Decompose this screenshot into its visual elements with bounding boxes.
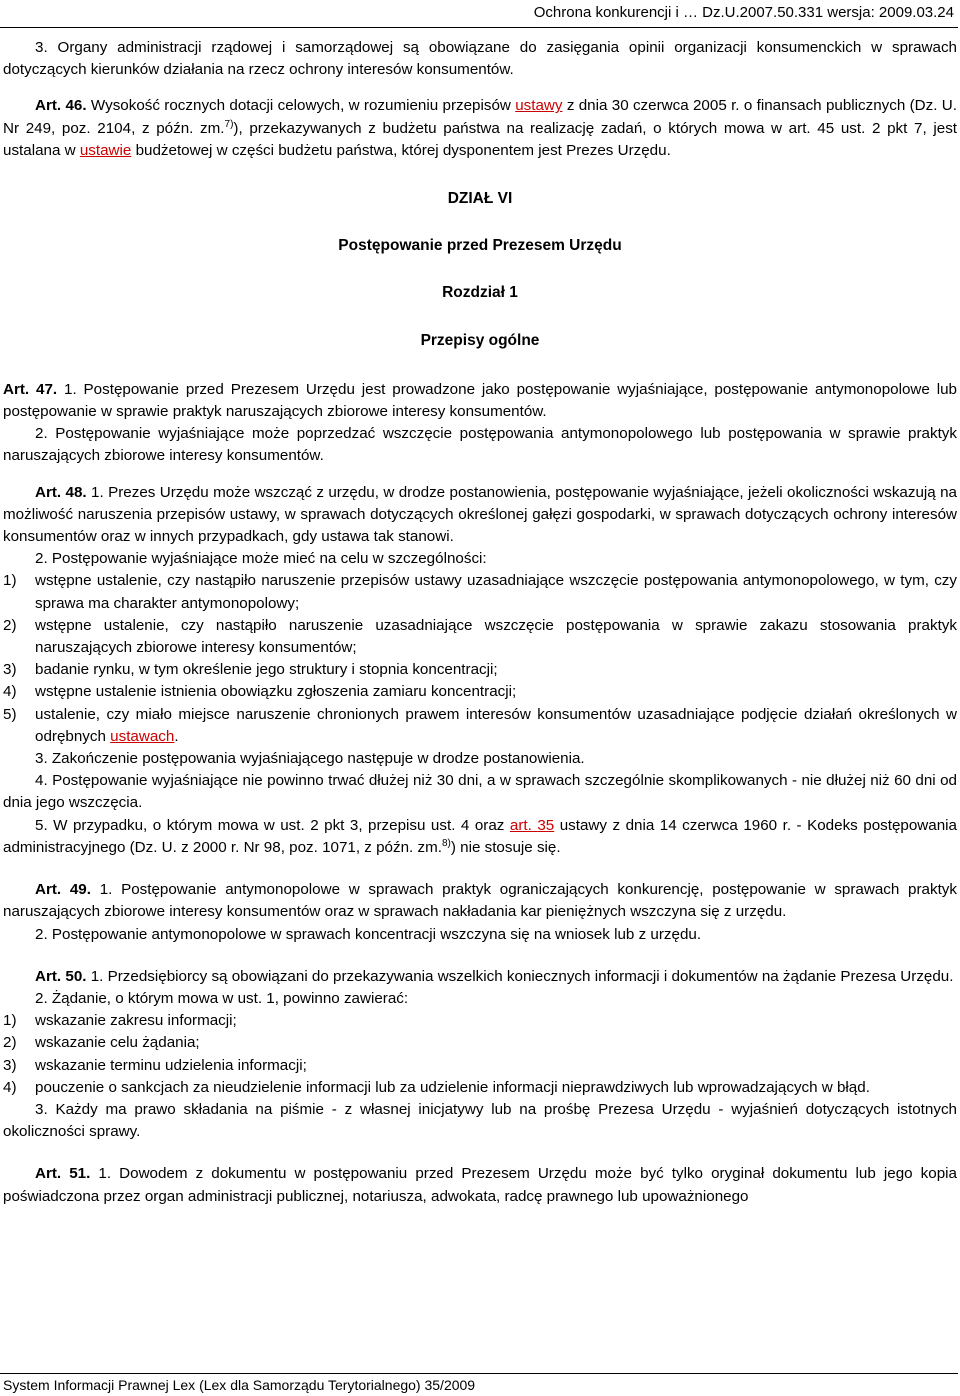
list-item-number: 2) (3, 1034, 17, 1052)
article-49-para-2: 2. Postępowanie antymonopolowe w sprawach koncentracji wszczyna się na wniosek lub z urzędu. (35, 925, 702, 943)
article-49-para-1: 1. Postępowanie antymonopolowe w sprawach praktyk ograniczających konkurencję, postępowanie w sprawach praktyk naruszających zbiorowe interesy konsumentów oraz w sprawach nakładania kar pieniężnych wszczyna się z urzędu. (3, 881, 957, 921)
list-item-text (35, 704, 957, 748)
list-item-5-text: ustalenie, czy miało miejsce naruszenie chronionych prawem interesów konsumentów uzasadniające podjęcie działań określonych w odrębnych (35, 705, 957, 745)
list-item-number: 4) (3, 683, 17, 701)
article-46-text-4: budżetowej w części budżetu państwa, której dysponentem jest Prezes Urzędu. (135, 141, 671, 159)
list-item-text: pouczenie o sankcjach za nieudzielenie informacji lub za udzielenie informacji nieprawdziwych lub wprowadzających w błąd. (35, 1078, 870, 1096)
article-50-para-3: 3. Każdy ma prawo składania na piśmie - z własnej inicjatywy lub na prośbę Prezesa Urzędu - wyjaśnień dotyczących istotnych okoliczności sprawy. (3, 1100, 957, 1141)
article-48-para-2: 2. Postępowanie wyjaśniające może mieć na celu w szczególności: (35, 550, 487, 568)
article-50-para-1: 1. Przedsiębiorcy są obowiązani do przekazywania wszelkich koniecznych informacji i dokumentów na żądanie Prezesa Urzędu. (90, 967, 954, 985)
list-item-text: wstępne ustalenie istnienia obowiązku zgłoszenia zamiaru koncentracji; (35, 683, 517, 701)
list-item-text: wskazanie zakresu informacji; (35, 1012, 237, 1030)
link-ustawie[interactable]: ustawie (79, 141, 132, 159)
article-48 (3, 482, 957, 549)
list-item-text: wstępne ustalenie, czy nastąpiło naruszenie uzasadniające wszczęcie postępowania w sprawie zakazu stosowania praktyk naruszających zbiorowe interesy konsumentów; (35, 616, 957, 657)
article-48-para-5-text-2: ustawy z dnia 14 czerwca 1960 r. - Kodeks postępowania administracyjnego (Dz. U. z 2000 r. Nr 98, poz. 1071, z późn. zm. (3, 816, 957, 856)
article-47-para-1: 1. Postępowanie przed Prezesem Urzędu jest prowadzone jako postępowanie wyjaśniające, postępowanie antymonopolowe lub postępowanie w sprawie praktyk naruszających zbiorowe interesy konsumentów. (3, 380, 957, 421)
chapter-title: Przepisy ogólne (420, 331, 540, 349)
list-item-text: wskazanie celu żądania; (35, 1034, 200, 1052)
link-ustawy[interactable]: ustawy (515, 97, 563, 115)
article-46 (3, 95, 957, 162)
list-item (3, 659, 957, 681)
list-item (3, 615, 957, 659)
list-item (3, 570, 957, 614)
list-item-number: 5) (3, 705, 17, 723)
article-49 (3, 879, 957, 923)
article-46-label: Art. 46. (35, 97, 87, 115)
article-48-para-4: 4. Postępowanie wyjaśniające nie powinno trwać dłużej niż 30 dni, a w sprawach szczególnie skomplikowanych - nie dłużej niż 60 dni od dnia jego wszczęcia. (3, 772, 957, 812)
paragraph-organy: 3. Organy administracji rządowej i samorządowej są obowiązane do zasięgania opinii organizacji konsumenckich w sprawach dotyczących kierunków działania na rzecz ochrony interesów konsumentów. (3, 39, 957, 79)
article-50-para-2: 2. Żądanie, o którym mowa w ust. 1, powinno zawierać: (35, 989, 409, 1007)
article-47 (3, 379, 957, 423)
list-item (3, 704, 957, 748)
article-46-text-3: ), przekazywanych z budżetu państwa na realizację zadań, o których mowa w art. 45 ust. 2 pkt 7, jest ustalana w (3, 119, 958, 159)
link-ustawach[interactable]: ustawach (110, 727, 175, 745)
list-item-number: 2) (3, 616, 17, 634)
division-title: Postępowanie przed Prezesem Urzędu (338, 237, 622, 255)
article-50-label: Art. 50. (35, 967, 87, 985)
list-item-5-end: . (174, 727, 179, 745)
footnote-8: 8) (441, 837, 451, 849)
list-item-number: 3) (3, 661, 17, 679)
list-item-number: 1) (3, 1012, 17, 1030)
list-item-text: badanie rynku, w tym określenie jego struktury i stopnia koncentracji; (35, 661, 498, 679)
list-item (3, 1010, 957, 1032)
article-47-para-2: 2. Postępowanie wyjaśniające może poprzedzać wszczęcie postępowania antymonopolowego lub postępowania w sprawie praktyk naruszających zbiorowe interesy konsumentów. (3, 425, 957, 465)
article-51 (3, 1163, 957, 1207)
list-item-text: wstępne ustalenie, czy nastąpiło naruszenie przepisów ustawy uzasadniające wszczęcie postępowania antymonopolowego, w tym, czy sprawa ma charakter antymonopolowy; (35, 572, 957, 612)
footnote-7: 7) (224, 118, 234, 130)
article-51-para-1: 1. Dowodem z dokumentu w postępowaniu przed Prezesem Urzędu może być tylko oryginał dokumentu lub jego kopia poświadczona przez organ administracji publicznej, notariusza, adwokata, radcę prawnego lub upoważnionego (3, 1165, 957, 1205)
header-bar (0, 0, 958, 28)
list-item-number: 4) (3, 1078, 17, 1096)
article-48-para-1: 1. Prezes Urzędu może wszcząć z urzędu, w drodze postanowienia, postępowanie wyjaśniające, jeżeli okoliczności wskazują na możliwość naruszenia przepisów ustawy, w sprawach dotyczących określonej gałęzi gospodarki, w sprawach dotyczących ochrony interesów konsumentów oraz w innych przypadkach, gdy ustawa tak stanowi. (3, 483, 957, 546)
link-art-35[interactable]: art. 35 (509, 816, 555, 834)
article-47-label: Art. 47. (3, 380, 58, 398)
article-48-para-5-text-1: 5. W przypadku, o którym mowa w ust. 2 pkt 3, przepisu ust. 4 oraz (35, 816, 505, 834)
document-header-title: Ochrona konkurencji i … Dz.U.2007.50.331 wersja: 2009.03.24 (533, 4, 954, 21)
document-body (3, 37, 957, 1208)
list-item-number: 1) (3, 572, 17, 590)
article-48-para-5 (3, 815, 957, 859)
division-heading: DZIAŁ VI (447, 190, 513, 208)
article-48-label: Art. 48. (35, 483, 87, 501)
article-51-label: Art. 51. (35, 1165, 91, 1183)
list-item-number: 3) (3, 1056, 17, 1074)
article-46-text-2: z dnia 30 czerwca 2005 r. o finansach publicznych (Dz. U. Nr 249, poz. 2104, z późn. zm. (3, 97, 957, 137)
article-49-label: Art. 49. (35, 881, 91, 899)
list-item (3, 1077, 957, 1099)
chapter-heading: Rozdział 1 (442, 284, 518, 302)
list-item-text: wskazanie terminu udzielenia informacji; (35, 1056, 307, 1074)
list-item (3, 1055, 957, 1077)
document-footer: System Informacji Prawnej Lex (Lex dla Samorządu Terytorialnego) 35/2009 (3, 1377, 476, 1393)
article-50 (3, 966, 957, 988)
article-48-para-3: 3. Zakończenie postępowania wyjaśniającego następuje w drodze postanowienia. (35, 750, 585, 768)
list-item (3, 681, 957, 703)
article-48-para-5-text-3: ) nie stosuje się. (450, 838, 561, 856)
article-46-text-1: Wysokość rocznych dotacji celowych, w rozumieniu przepisów (90, 97, 511, 115)
list-item (3, 1032, 957, 1054)
